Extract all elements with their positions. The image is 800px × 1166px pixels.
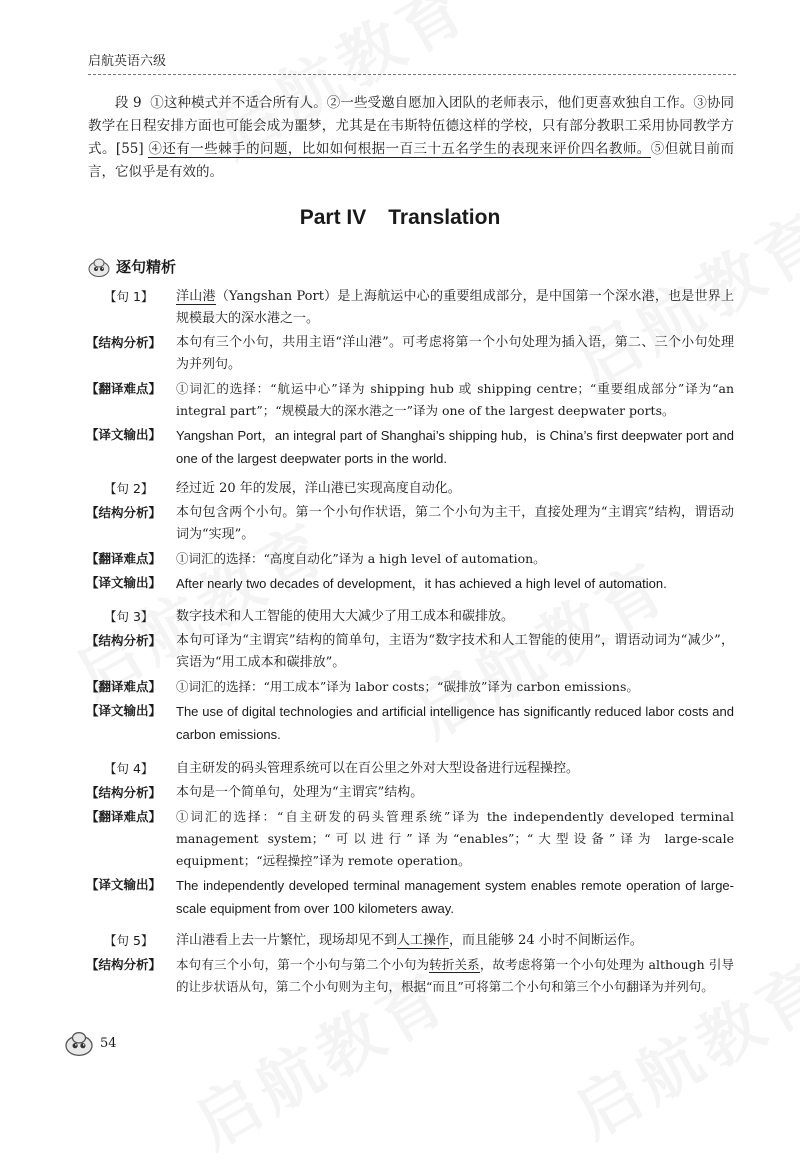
source-text: 自主研发的码头管理系统可以在百公里之外对大型设备进行远程操控。 bbox=[176, 761, 580, 776]
difficulty-text: ①词汇的选择：“航运中心”译为 shipping hub 或 shipping centre；“重要组成部分”译为“an integral part”；“规模最大的深水港之一”译为 one of the largest deepwater ports。 bbox=[176, 381, 734, 418]
output-row bbox=[86, 700, 734, 746]
structure-part: ，故考虑将第一个小句处理为 although 引导的让步状语从句，第二个小句则为主句，根据“而且”可将第二个小句和第三个小句翻译为并列句。 bbox=[176, 957, 734, 994]
structure-label: 【结构分析】 bbox=[86, 957, 162, 972]
sentence-row bbox=[86, 478, 734, 500]
output-label: 【译文输出】 bbox=[86, 877, 162, 892]
structure-row bbox=[86, 782, 734, 804]
output-text: The independently developed terminal management system enables remote operation of large-scale equipment from over 100 kilometers away. bbox=[176, 878, 734, 916]
underlined-sentence: ④还有一些棘手的问题，比如如何根据一百三十五名学生的表现来评价四名教师。 bbox=[148, 141, 651, 157]
source-text bbox=[176, 286, 734, 330]
mascot-icon bbox=[88, 257, 110, 277]
structure-text bbox=[176, 954, 734, 998]
difficulty-row bbox=[86, 378, 734, 422]
source-text-rest: （Yangshan Port）是上海航运中心的重要组成部分，是中国第一个深水港，也是世界上规模最大的深水港之一。 bbox=[176, 289, 734, 326]
difficulty-label: 【翻译难点】 bbox=[86, 381, 162, 396]
part-number: Part IV bbox=[299, 206, 367, 229]
underlined-term: 洋山港 bbox=[176, 289, 216, 304]
underlined-term: 转折关系 bbox=[429, 957, 480, 972]
sentence-label: 【句 3】 bbox=[104, 609, 154, 624]
sentence-block-5 bbox=[86, 930, 734, 998]
paragraph-label: 段 9 bbox=[115, 95, 142, 111]
page-number: 54 bbox=[100, 1035, 117, 1051]
source-text: 数字技术和人工智能的使用大大减少了用工成本和碳排放。 bbox=[176, 609, 515, 624]
difficulty-text: ①词汇的选择：“自主研发的码头管理系统”译为 the independently developed terminal management system；“可以进行”译为“enables”；“大型设备”译为 large-scale equipment；“远程操控”译为 remote operation。 bbox=[176, 809, 734, 868]
structure-label: 【结构分析】 bbox=[86, 785, 162, 800]
structure-label: 【结构分析】 bbox=[86, 335, 162, 350]
sentence-label: 【句 5】 bbox=[104, 933, 154, 948]
source-text-part: ，而且能够 24 小时不间断运作。 bbox=[449, 933, 643, 948]
difficulty-row bbox=[86, 806, 734, 872]
source-text bbox=[176, 930, 734, 952]
sentence-label: 【句 2】 bbox=[104, 481, 154, 496]
sentence-label: 【句 1】 bbox=[104, 289, 154, 304]
part-name: Translation bbox=[388, 206, 501, 229]
structure-row bbox=[86, 502, 734, 546]
mascot-icon bbox=[64, 1030, 94, 1056]
structure-text: 本句包含两个小句。第一个小句作状语，第二个小句为主干，直接处理为“主谓宾”结构，谓语动词为“实现”。 bbox=[176, 505, 734, 542]
output-text: After nearly two decades of development，it has achieved a high level of automation. bbox=[176, 576, 667, 591]
sentence: ②一些受邀自愿加入团队的老师表示，他们更喜欢独自工作。 bbox=[326, 95, 694, 111]
sentence-block-3 bbox=[86, 606, 734, 746]
section-heading bbox=[88, 256, 176, 277]
paragraph-9 bbox=[88, 92, 734, 184]
difficulty-row bbox=[86, 676, 734, 698]
output-label: 【译文输出】 bbox=[86, 575, 162, 590]
sentence: ⑤但就目前而言，它似乎是有效的。 bbox=[88, 141, 735, 180]
sentence-block-1 bbox=[86, 286, 734, 470]
output-label: 【译文输出】 bbox=[86, 427, 162, 442]
structure-label: 【结构分析】 bbox=[86, 633, 162, 648]
sentence-row bbox=[86, 286, 734, 330]
output-text: The use of digital technologies and artificial intelligence has significantly reduced labor costs and carbon emissions. bbox=[176, 704, 734, 742]
part-title bbox=[0, 206, 800, 230]
sentence: ①这种模式并不适合所有人。 bbox=[150, 95, 327, 111]
structure-text: 本句可译为“主谓宾”结构的简单句，主语为“数字技术和人工智能的使用”，谓语动词为“减少”，宾语为“用工成本和碳排放”。 bbox=[176, 633, 734, 670]
difficulty-row bbox=[86, 548, 734, 570]
difficulty-text: ①词汇的选择：“用工成本”译为 labor costs；“碳排放”译为 carbon emissions。 bbox=[176, 679, 639, 694]
structure-row bbox=[86, 954, 734, 998]
sentence-label: 【句 4】 bbox=[104, 761, 154, 776]
header-divider bbox=[88, 74, 736, 75]
sentence-block-4 bbox=[86, 758, 734, 920]
structure-row bbox=[86, 630, 734, 674]
underlined-term: 人工操作 bbox=[397, 933, 450, 948]
output-row bbox=[86, 424, 734, 470]
difficulty-label: 【翻译难点】 bbox=[86, 551, 162, 566]
structure-part: 本句有三个小句，第一个小句与第二个小句为 bbox=[176, 957, 430, 972]
output-label: 【译文输出】 bbox=[86, 703, 162, 718]
sentence-row bbox=[86, 930, 734, 952]
section-title: 逐句精析 bbox=[116, 258, 177, 276]
difficulty-label: 【翻译难点】 bbox=[86, 809, 162, 824]
sentence-block-2 bbox=[86, 478, 734, 595]
output-row bbox=[86, 874, 734, 920]
running-header: 启航英语六级 bbox=[88, 54, 167, 69]
output-text: Yangshan Port，an integral part of Shanghai’s shipping hub，is China’s first deepwater port and one of the largest deepwater ports in the world. bbox=[176, 428, 734, 466]
structure-text: 本句有三个小句，共用主语“洋山港”。可考虑将第一个小句处理为插入语，第二、三个小句处理为并列句。 bbox=[176, 335, 734, 372]
structure-row bbox=[86, 332, 734, 376]
difficulty-label: 【翻译难点】 bbox=[86, 679, 162, 694]
difficulty-text: ①词汇的选择：“高度自动化”译为 a high level of automation。 bbox=[176, 551, 546, 566]
sentence-row bbox=[86, 758, 734, 780]
source-text: 经过近 20 年的发展，洋山港已实现高度自动化。 bbox=[176, 481, 461, 496]
output-row bbox=[86, 572, 734, 595]
structure-text: 本句是一个简单句，处理为“主谓宾”结构。 bbox=[176, 785, 424, 800]
sentence-row bbox=[86, 606, 734, 628]
structure-label: 【结构分析】 bbox=[86, 505, 162, 520]
page-footer bbox=[64, 1030, 117, 1056]
source-text-part: 洋山港看上去一片繁忙，现场却见不到 bbox=[176, 933, 398, 948]
question-ref: [55] bbox=[115, 141, 144, 157]
sentence: ③协同教学在日程安排方面也可能会成为噩梦，尤其是在韦斯特伍德这样的学校，只有部分教职工采用协同教学方式。 bbox=[88, 95, 735, 157]
